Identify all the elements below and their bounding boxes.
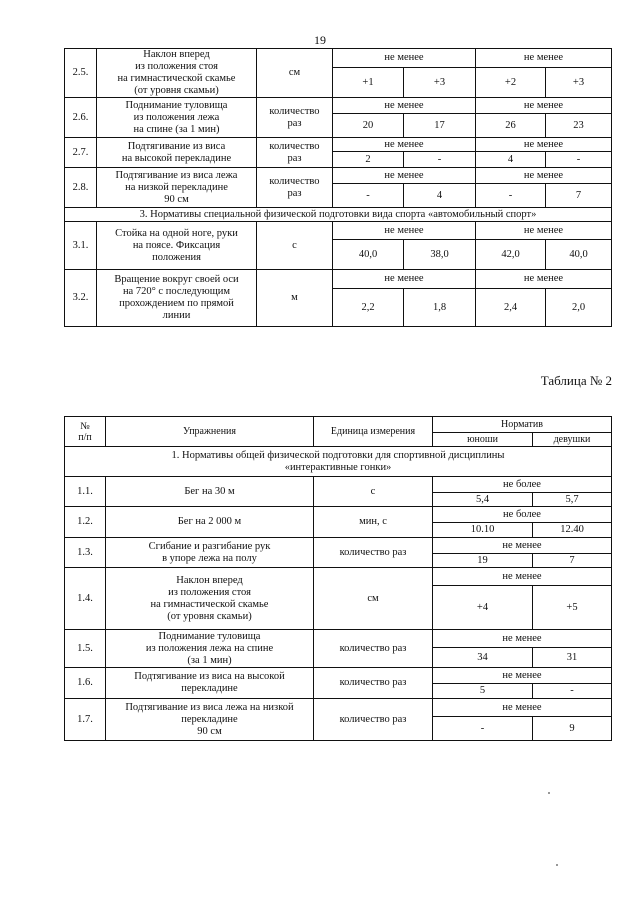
condition-boys: не менее — [333, 49, 476, 68]
row-number: 2.5. — [65, 49, 97, 98]
exercise-name: Стойка на одной ноге, руки на поясе. Фиксация положения — [97, 222, 257, 270]
value-boys: 5,4 — [433, 493, 533, 507]
norm-value: 40,0 — [333, 240, 404, 270]
value-boys: +4 — [433, 586, 533, 630]
table-row — [65, 477, 612, 493]
norm-value: 26 — [476, 114, 546, 138]
condition-girls: не менее — [476, 270, 612, 289]
norm-value: 1,8 — [404, 289, 476, 327]
row-number: 2.6. — [65, 98, 97, 138]
norm-value: 38,0 — [404, 240, 476, 270]
page-number: 19 — [314, 33, 326, 47]
header-boys: юноши — [433, 433, 533, 447]
norm-value: - — [546, 152, 612, 168]
row-number: 1.3. — [65, 538, 106, 568]
condition: не менее — [433, 699, 612, 717]
norm-value: 17 — [404, 114, 476, 138]
exercise-name: Подтягивание из виса на высокой перекладине — [106, 668, 314, 699]
norm-value: 4 — [404, 184, 476, 208]
exercise-name: Подтягивание из виса на высокой перекладине — [97, 138, 257, 168]
standards-table-2 — [64, 416, 612, 741]
header-girls: девушки — [533, 433, 612, 447]
condition-boys: не менее — [333, 222, 476, 240]
unit: количество раз — [314, 538, 433, 568]
exercise-name: Поднимание туловища из положения лежа на спине (за 1 мин) — [106, 630, 314, 668]
norm-value: +3 — [404, 68, 476, 98]
scan-speck — [556, 864, 558, 866]
table-row — [65, 668, 612, 684]
condition-girls: не менее — [476, 138, 612, 152]
norm-value: 2,0 — [546, 289, 612, 327]
header-norm: Норматив — [433, 417, 612, 433]
condition-girls: не менее — [476, 49, 612, 68]
value-girls: 9 — [533, 717, 612, 741]
table-row — [65, 568, 612, 586]
condition-girls: не менее — [476, 98, 612, 114]
value-girls: 12.40 — [533, 523, 612, 538]
table-row — [65, 699, 612, 717]
row-number: 3.1. — [65, 222, 97, 270]
row-number: 1.7. — [65, 699, 106, 741]
table-row — [65, 222, 612, 240]
exercise-name: Бег на 2 000 м — [106, 507, 314, 538]
table-row — [65, 538, 612, 554]
row-number: 1.6. — [65, 668, 106, 699]
table-row — [65, 49, 612, 68]
norm-value: +3 — [546, 68, 612, 98]
condition-girls: не менее — [476, 168, 612, 184]
exercise-name: Подтягивание из виса лежа на низкой перекладине 90 см — [106, 699, 314, 741]
unit: количество раз — [314, 699, 433, 741]
norm-value: 4 — [476, 152, 546, 168]
value-girls: +5 — [533, 586, 612, 630]
unit: см — [314, 568, 433, 630]
standards-table-1 — [64, 48, 612, 327]
header-num: № п/п — [65, 417, 106, 447]
table-row — [65, 98, 612, 114]
value-boys: 34 — [433, 648, 533, 668]
norm-value: 40,0 — [546, 240, 612, 270]
value-boys: 10.10 — [433, 523, 533, 538]
norm-value: - — [404, 152, 476, 168]
norm-value: 23 — [546, 114, 612, 138]
row-number: 1.4. — [65, 568, 106, 630]
exercise-name: Бег на 30 м — [106, 477, 314, 507]
unit: количество раз — [314, 668, 433, 699]
row-number: 2.7. — [65, 138, 97, 168]
exercise-name: Наклон вперед из положения стоя на гимнастической скамье (от уровня скамьи) — [97, 49, 257, 98]
row-number: 1.1. — [65, 477, 106, 507]
norm-value: 7 — [546, 184, 612, 208]
norm-value: 2,4 — [476, 289, 546, 327]
section-1-title: 1. Нормативы общей физической подготовки для спортивной дисциплины «интерактивные гонки» — [65, 447, 612, 477]
unit: см — [257, 49, 333, 98]
unit: количество раз — [257, 98, 333, 138]
value-boys: 19 — [433, 554, 533, 568]
table-row — [65, 270, 612, 289]
exercise-name: Поднимание туловища из положения лежа на спине (за 1 мин) — [97, 98, 257, 138]
condition: не менее — [433, 538, 612, 554]
norm-value: 2,2 — [333, 289, 404, 327]
scan-speck — [548, 792, 550, 794]
value-boys: - — [433, 717, 533, 741]
unit: с — [314, 477, 433, 507]
table-row — [65, 630, 612, 648]
norm-value: 2 — [333, 152, 404, 168]
unit: м — [257, 270, 333, 327]
exercise-name: Подтягивание из виса лежа на низкой перекладине 90 см — [97, 168, 257, 208]
section-3-title: 3. Нормативы специальной физической подготовки вида спорта «автомобильный спорт» — [65, 208, 612, 222]
norm-value: 20 — [333, 114, 404, 138]
condition: не менее — [433, 668, 612, 684]
condition: не менее — [433, 568, 612, 586]
row-number: 3.2. — [65, 270, 97, 327]
condition-boys: не менее — [333, 270, 476, 289]
condition-boys: не менее — [333, 98, 476, 114]
row-number: 1.2. — [65, 507, 106, 538]
unit: количество раз — [257, 138, 333, 168]
exercise-name: Сгибание и разгибание рук в упоре лежа на полу — [106, 538, 314, 568]
row-number: 1.5. — [65, 630, 106, 668]
condition-girls: не менее — [476, 222, 612, 240]
table-row — [65, 168, 612, 184]
row-number: 2.8. — [65, 168, 97, 208]
value-girls: 31 — [533, 648, 612, 668]
unit: мин, с — [314, 507, 433, 538]
table-row — [65, 138, 612, 152]
condition-boys: не менее — [333, 138, 476, 152]
value-girls: 7 — [533, 554, 612, 568]
norm-value: - — [476, 184, 546, 208]
condition: не более — [433, 507, 612, 523]
norm-value: +2 — [476, 68, 546, 98]
value-boys: 5 — [433, 684, 533, 699]
condition: не менее — [433, 630, 612, 648]
header-exercise: Упражнения — [106, 417, 314, 447]
value-girls: 5,7 — [533, 493, 612, 507]
table-row — [65, 507, 612, 523]
header-unit: Единица измерения — [314, 417, 433, 447]
table-caption: Таблица № 2 — [540, 373, 612, 388]
norm-value: - — [333, 184, 404, 208]
unit: с — [257, 222, 333, 270]
norm-value: 42,0 — [476, 240, 546, 270]
unit: количество раз — [314, 630, 433, 668]
norm-value: +1 — [333, 68, 404, 98]
exercise-name: Вращение вокруг своей оси на 720° с последующим прохождением по прямой линии — [97, 270, 257, 327]
condition: не более — [433, 477, 612, 493]
value-girls: - — [533, 684, 612, 699]
condition-boys: не менее — [333, 168, 476, 184]
exercise-name: Наклон вперед из положения стоя на гимнастической скамье (от уровня скамьи) — [106, 568, 314, 630]
unit: количество раз — [257, 168, 333, 208]
